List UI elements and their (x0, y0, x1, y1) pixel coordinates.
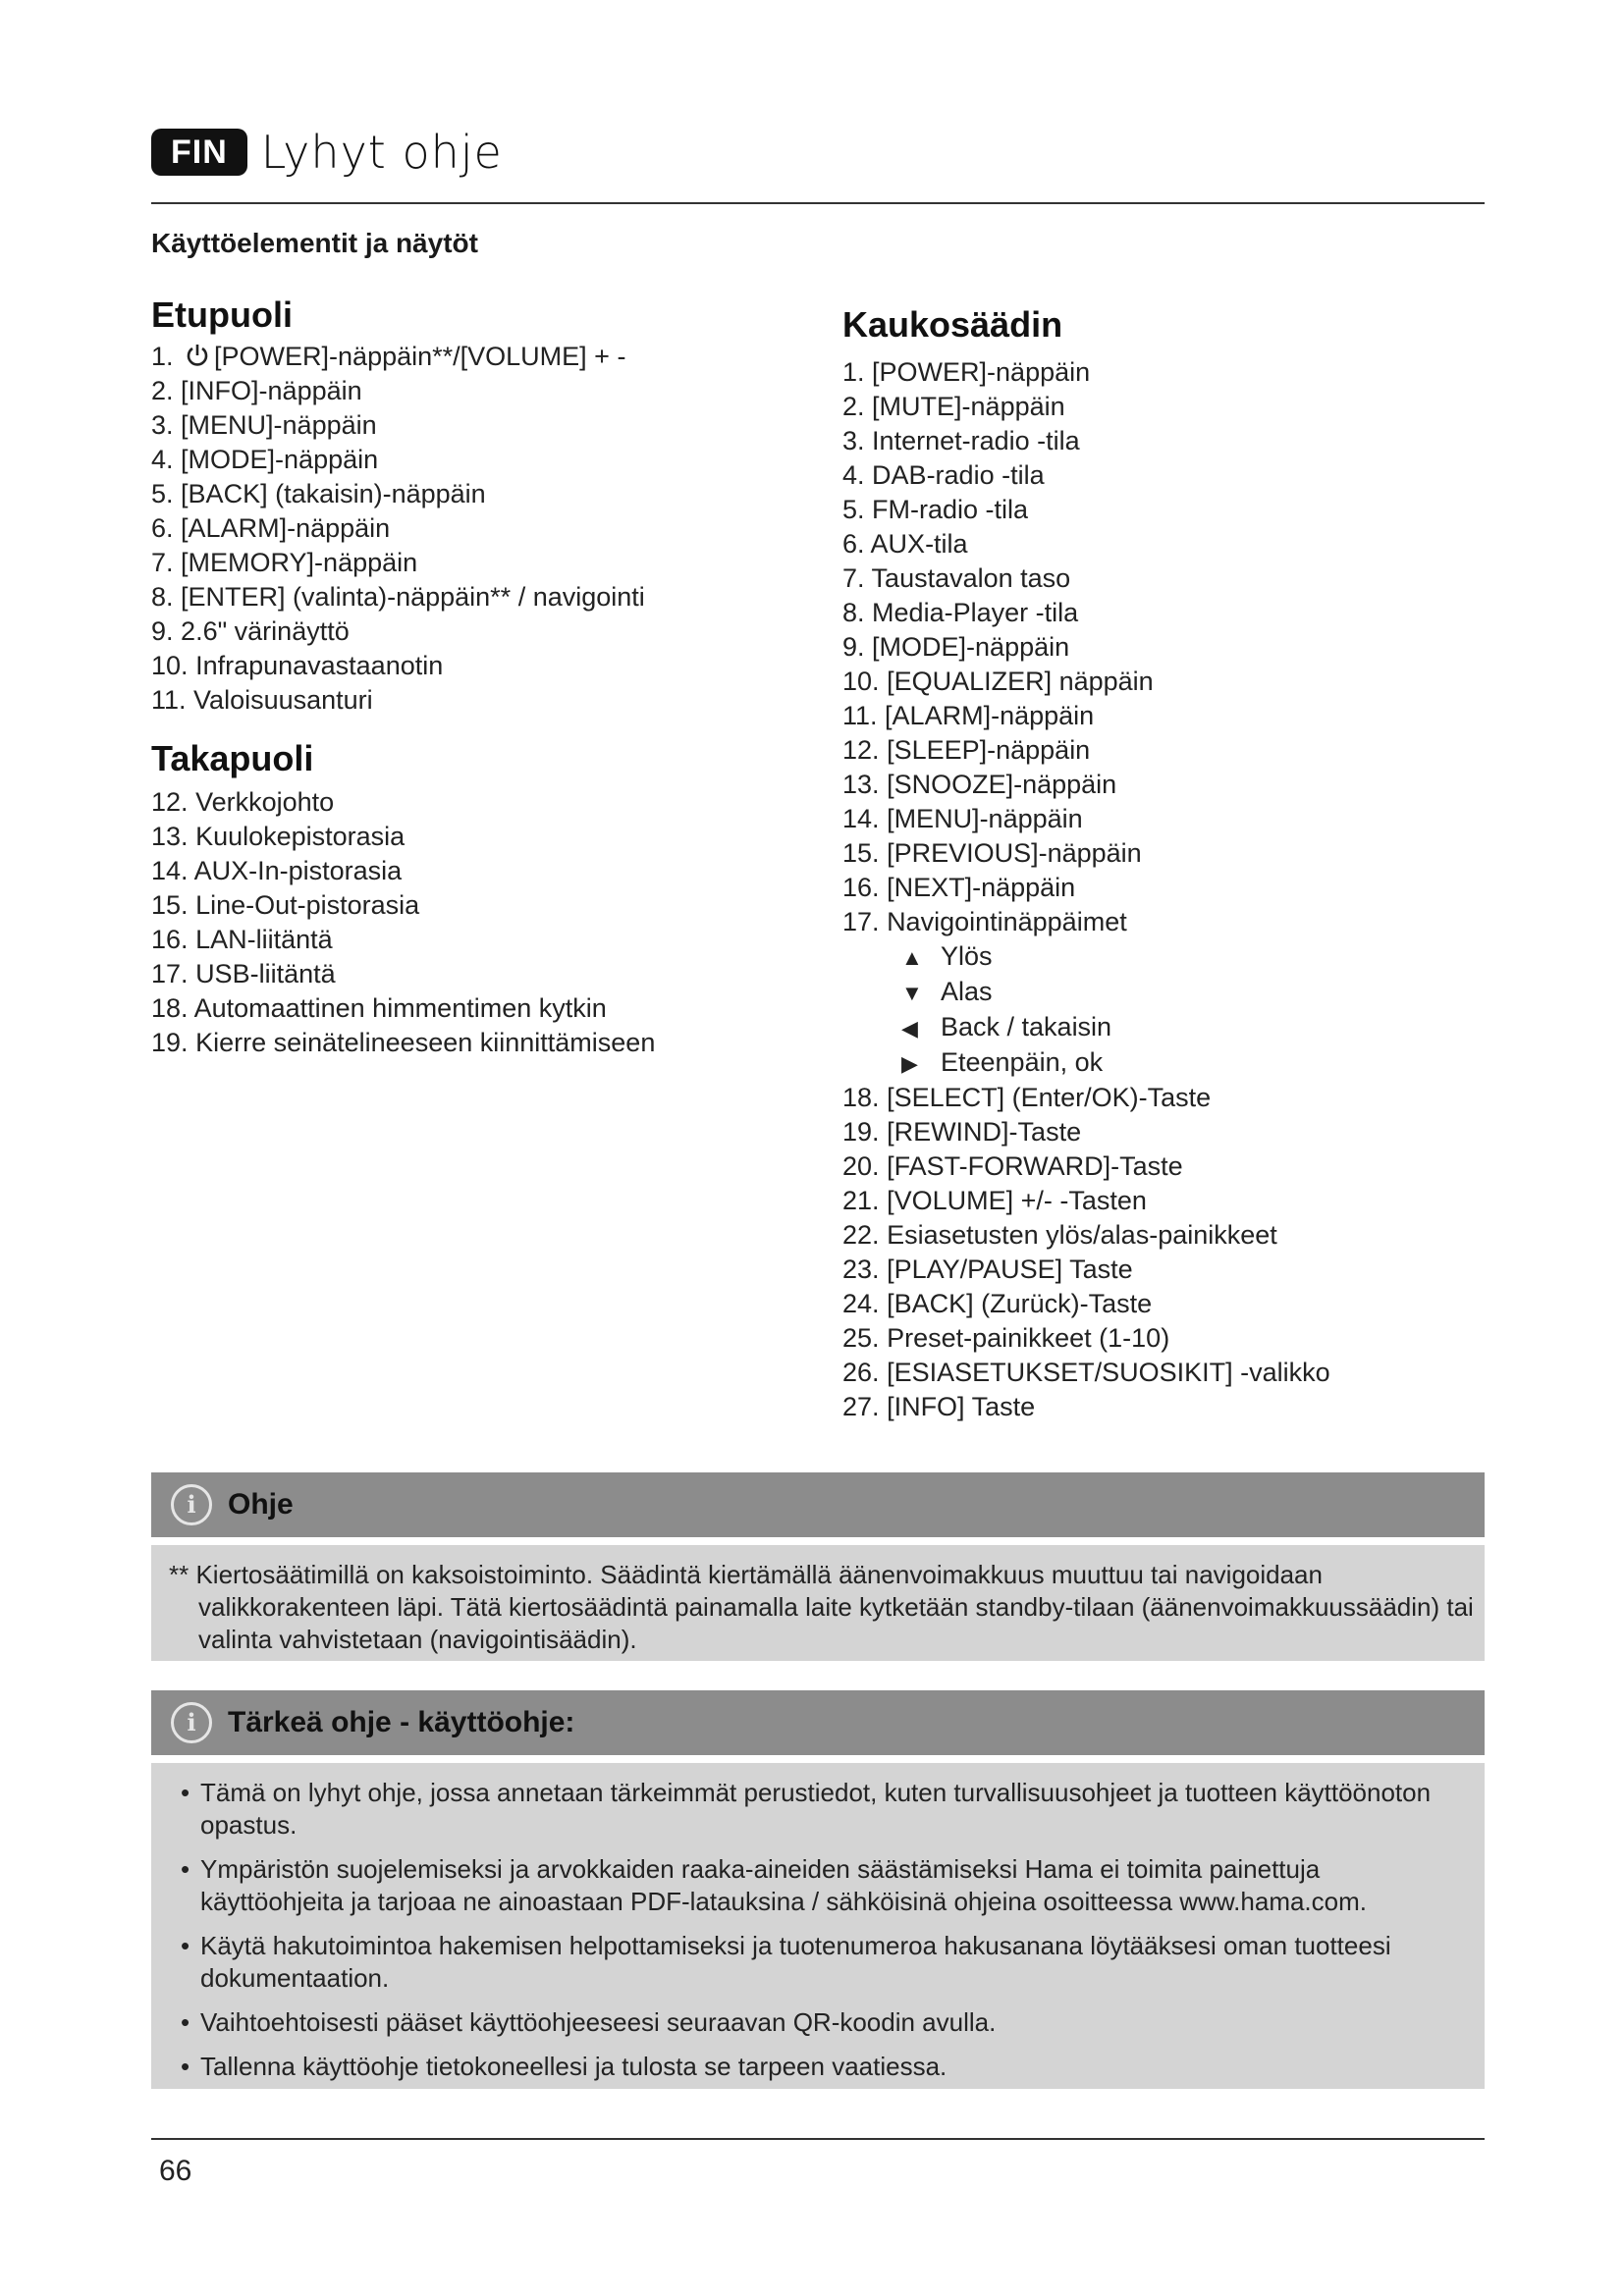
front-item-7 (151, 546, 645, 580)
remote-list-a (842, 355, 1330, 939)
item-text: [MENU]-näppäin (887, 804, 1083, 833)
arrow-left-icon: ◀ (901, 1016, 918, 1041)
item-text: [VOLUME] +/- -Tasten (887, 1186, 1147, 1215)
header-rule (151, 202, 1485, 204)
item-text: FM-radio -tila (872, 495, 1029, 524)
remote-heading: Kaukosäädin (842, 304, 1063, 345)
back-item-18 (151, 991, 655, 1026)
item-text: Valoisuusanturi (193, 685, 373, 715)
item-text: 2.6" värinäyttö (181, 616, 350, 646)
item-text: [INFO] Taste (887, 1392, 1036, 1421)
back-item-13 (151, 820, 655, 854)
bullet-text: Vaihtoehtoisesti pääset käyttöohjeeseesi seuraavan QR-koodin avulla. (200, 2007, 997, 2037)
bullet-item: • Käytä hakutoimintoa hakemisen helpottamiseksi ja tuotenumeroa hakusanana löytääksesi oman tuotteesi dokumentaation. (181, 1931, 1391, 1993)
nav-back (901, 1010, 1330, 1045)
note-title: Ohje (228, 1488, 294, 1521)
item-text: Taustavalon taso (871, 563, 1071, 593)
back-item-12 (151, 785, 655, 820)
remote-item-3 (842, 424, 1330, 458)
item-number: 18. (151, 993, 189, 1023)
remote-item-19 (842, 1115, 1330, 1149)
nav-forward (901, 1045, 1330, 1081)
arrow-right-icon: ▶ (901, 1051, 918, 1076)
power-icon (185, 343, 210, 368)
remote-item-20 (842, 1149, 1330, 1184)
item-text: Kuulokepistorasia (195, 822, 406, 851)
item-number: 18. (842, 1083, 880, 1112)
back-item-15 (151, 888, 655, 923)
bullet-text: Käytä hakutoimintoa hakemisen helpottamiseksi ja tuotenumeroa hakusanana löytääksesi oman tuotteesi dokumentaation. (200, 1931, 1391, 1993)
item-text: LAN-liitäntä (195, 925, 333, 954)
page-header (151, 126, 503, 179)
item-text: [ENTER] (valinta)-näppäin** / navigointi (181, 582, 645, 612)
nav-text: Ylös (941, 941, 993, 971)
item-number: 5. (151, 479, 174, 508)
remote-item-17 (842, 905, 1330, 939)
item-number: 17. (151, 959, 189, 988)
back-item-17 (151, 957, 655, 991)
back-item-16 (151, 923, 655, 957)
footer-rule (151, 2138, 1485, 2140)
back-item-19 (151, 1026, 655, 1060)
item-number: 2. (151, 376, 174, 405)
item-number: 27. (842, 1392, 880, 1421)
remote-item-18 (842, 1081, 1330, 1115)
item-text: Line-Out-pistorasia (195, 890, 420, 920)
remote-item-5 (842, 493, 1330, 527)
front-item-1 (151, 340, 645, 374)
bullet-item: • Tämä on lyhyt ohje, jossa annetaan tärkeimmät perustiedot, kuten turvallisuusohjeet ja tuotteen käyttöönoton opastus. (181, 1778, 1432, 1840)
important-note-title: Tärkeä ohje - käyttöohje: (228, 1706, 575, 1738)
item-text: [MODE]-näppäin (872, 632, 1070, 662)
remote-item-2 (842, 390, 1330, 424)
arrow-up-icon: ▲ (901, 945, 923, 970)
item-text: [INFO]-näppäin (181, 376, 362, 405)
item-number: 12. (151, 787, 189, 817)
back-panel-section (151, 738, 655, 1060)
item-text: AUX-In-pistorasia (193, 856, 403, 885)
remote-item-27 (842, 1390, 1330, 1424)
item-number: 1. (842, 357, 865, 387)
item-text: [PLAY/PAUSE] Taste (887, 1255, 1133, 1284)
item-text: [POWER]-näppäin (872, 357, 1091, 387)
item-number: 26. (842, 1358, 880, 1387)
item-number: 24. (842, 1289, 880, 1318)
item-text: [ALARM]-näppäin (885, 701, 1095, 730)
item-number: 6. (151, 513, 174, 543)
remote-item-26 (842, 1356, 1330, 1390)
front-item-5 (151, 477, 645, 511)
back-heading: Takapuoli (151, 738, 314, 778)
item-text: [EQUALIZER] näppäin (887, 667, 1154, 696)
item-text: [FAST-FORWARD]-Taste (887, 1151, 1183, 1181)
item-text: Navigointinäppäimet (887, 907, 1127, 936)
item-text: DAB-radio -tila (872, 460, 1045, 490)
item-text: Preset-painikkeet (1-10) (887, 1323, 1170, 1353)
item-number: 1. (151, 342, 174, 371)
item-number: 17. (842, 907, 880, 936)
item-number: 10. (151, 651, 189, 680)
item-text: [MENU]-näppäin (181, 410, 377, 440)
item-number: 8. (842, 598, 865, 627)
nav-text: Back / takaisin (941, 1012, 1112, 1041)
item-text: [SNOOZE]-näppäin (887, 770, 1117, 799)
note-line-1: ** Kiertosäätimillä on kaksoistoiminto. Säädintä kiertämällä äänenvoimakkuus muuttuu tai navigoidaan (169, 1560, 1323, 1589)
item-number: 14. (151, 856, 189, 885)
front-item-10 (151, 649, 645, 683)
remote-item-11 (842, 699, 1330, 733)
remote-item-21 (842, 1184, 1330, 1218)
nav-up (901, 939, 1330, 975)
item-number: 3. (151, 410, 174, 440)
item-number: 11. (151, 685, 187, 715)
front-item-11 (151, 683, 645, 718)
remote-item-14 (842, 802, 1330, 836)
item-text: Infrapunavastaanotin (195, 651, 444, 680)
item-number: 2. (842, 392, 865, 421)
item-number: 19. (842, 1117, 880, 1147)
bullet-text: Tallenna käyttöohje tietokoneellesi ja tulosta se tarpeen vaatiessa. (200, 2052, 947, 2081)
item-number: 7. (842, 563, 865, 593)
bullet-item: • Tallenna käyttöohje tietokoneellesi ja tulosta se tarpeen vaatiessa. (181, 2052, 947, 2081)
remote-item-16 (842, 871, 1330, 905)
section-title: Käyttöelementit ja näytöt (151, 228, 478, 258)
item-text: Verkkojohto (195, 787, 335, 817)
remote-item-23 (842, 1253, 1330, 1287)
item-text: [MEMORY]-näppäin (181, 548, 418, 577)
front-list (151, 340, 645, 718)
important-note-body (151, 1763, 1485, 2089)
important-note-header (151, 1690, 1485, 1755)
remote-item-8 (842, 596, 1330, 630)
remote-item-22 (842, 1218, 1330, 1253)
item-number: 12. (842, 735, 880, 765)
item-text: [ALARM]-näppäin (181, 513, 391, 543)
remote-item-24 (842, 1287, 1330, 1321)
note-body (151, 1545, 1485, 1661)
document-title: Lyhyt ohje (260, 126, 503, 179)
front-item-8 (151, 580, 645, 614)
item-text: [ESIASETUKSET/SUOSIKIT] -valikko (887, 1358, 1330, 1387)
item-text: [BACK] (Zurück)-Taste (887, 1289, 1153, 1318)
bullet-text: Tämä on lyhyt ohje, jossa annetaan tärkeimmät perustiedot, kuten turvallisuusohjeet ja tuotteen käyttöönoton opastus. (200, 1778, 1432, 1840)
item-text: Automaattinen himmentimen kytkin (193, 993, 607, 1023)
back-item-14 (151, 854, 655, 888)
note-header (151, 1472, 1485, 1537)
remote-item-10 (842, 665, 1330, 699)
front-item-3 (151, 408, 645, 443)
item-text: Internet-radio -tila (872, 426, 1080, 455)
back-list (151, 785, 655, 1060)
note-line-2: valikkorakenteen läpi. Tätä kiertosäädintä painamalla laite kytketään standby-tilaan (äänenvoimakkuussäädin) tai (198, 1592, 1474, 1622)
item-number: 10. (842, 667, 880, 696)
item-number: 7. (151, 548, 174, 577)
item-number: 19. (151, 1028, 189, 1057)
remote-item-7 (842, 561, 1330, 596)
remote-item-4 (842, 458, 1330, 493)
info-icon: i (171, 1484, 212, 1525)
remote-section (842, 304, 1330, 1424)
item-text: Media-Player -tila (872, 598, 1079, 627)
item-text: [BACK] (takaisin)-näppäin (181, 479, 486, 508)
remote-item-1 (842, 355, 1330, 390)
front-item-6 (151, 511, 645, 546)
item-number: 8. (151, 582, 174, 612)
item-number: 4. (842, 460, 865, 490)
item-number: 22. (842, 1220, 880, 1250)
item-text: [MODE]-näppäin (181, 445, 379, 474)
item-text: [NEXT]-näppäin (887, 873, 1076, 902)
front-item-9 (151, 614, 645, 649)
bullet-text: Ympäristön suojelemiseksi ja arvokkaiden raaka-aineiden säästämiseksi Hama ei toimita painettuja käyttöohjeita ja tarjoaa ne ainoastaan PDF-latauksina / sähköisinä ohjeina osoitteessa www.hama.com. (200, 1854, 1368, 1916)
item-text: [SELECT] (Enter/OK)-Taste (887, 1083, 1212, 1112)
item-number: 11. (842, 701, 878, 730)
item-number: 23. (842, 1255, 880, 1284)
item-number: 15. (842, 838, 880, 868)
info-icon: i (171, 1702, 212, 1743)
remote-item-6 (842, 527, 1330, 561)
nav-text: Eteenpäin, ok (941, 1047, 1104, 1077)
item-text: [SLEEP]-näppäin (887, 735, 1091, 765)
navigation-keys-list (842, 939, 1330, 1081)
nav-text: Alas (941, 977, 993, 1006)
front-panel-section (151, 294, 645, 718)
item-number: 20. (842, 1151, 880, 1181)
page-number: 66 (159, 2155, 192, 2187)
remote-item-12 (842, 733, 1330, 768)
item-text: Kierre seinätelineeseen kiinnittämiseen (195, 1028, 656, 1057)
front-item-4 (151, 443, 645, 477)
item-text: [POWER]-näppäin**/[VOLUME] + - (214, 342, 626, 371)
note-line-3: valinta vahvistetaan (navigointisäädin). (198, 1625, 637, 1654)
item-number: 21. (842, 1186, 880, 1215)
item-text: Esiasetusten ylös/alas-painikkeet (887, 1220, 1277, 1250)
item-number: 9. (151, 616, 174, 646)
language-badge: FIN (151, 129, 247, 176)
item-text: [MUTE]-näppäin (872, 392, 1065, 421)
item-number: 25. (842, 1323, 880, 1353)
item-number: 15. (151, 890, 189, 920)
item-number: 5. (842, 495, 865, 524)
item-text: USB-liitäntä (195, 959, 336, 988)
important-note-list (163, 1777, 1445, 2083)
remote-item-13 (842, 768, 1330, 802)
item-number: 9. (842, 632, 865, 662)
front-heading: Etupuoli (151, 294, 293, 335)
item-number: 6. (842, 529, 865, 559)
remote-item-9 (842, 630, 1330, 665)
front-item-2 (151, 374, 645, 408)
nav-down (901, 975, 1330, 1010)
bullet-item: • Ympäristön suojelemiseksi ja arvokkaiden raaka-aineiden säästämiseksi Hama ei toimita painettuja käyttöohjeita ja tarjoaa ne ainoastaan PDF-latauksina / sähköisinä ohjeina osoitteessa www.hama.com. (181, 1854, 1368, 1916)
remote-item-25 (842, 1321, 1330, 1356)
item-number: 16. (842, 873, 880, 902)
item-number: 13. (151, 822, 189, 851)
item-text: AUX-tila (870, 529, 968, 559)
bullet-item: • Vaihtoehtoisesti pääset käyttöohjeeseesi seuraavan QR-koodin avulla. (181, 2007, 997, 2037)
item-number: 3. (842, 426, 865, 455)
item-number: 16. (151, 925, 189, 954)
item-number: 4. (151, 445, 174, 474)
item-text: [PREVIOUS]-näppäin (887, 838, 1142, 868)
remote-list-b (842, 1081, 1330, 1424)
item-number: 13. (842, 770, 880, 799)
item-text: [REWIND]-Taste (887, 1117, 1082, 1147)
item-number: 14. (842, 804, 880, 833)
arrow-down-icon: ▼ (901, 981, 923, 1005)
remote-item-15 (842, 836, 1330, 871)
